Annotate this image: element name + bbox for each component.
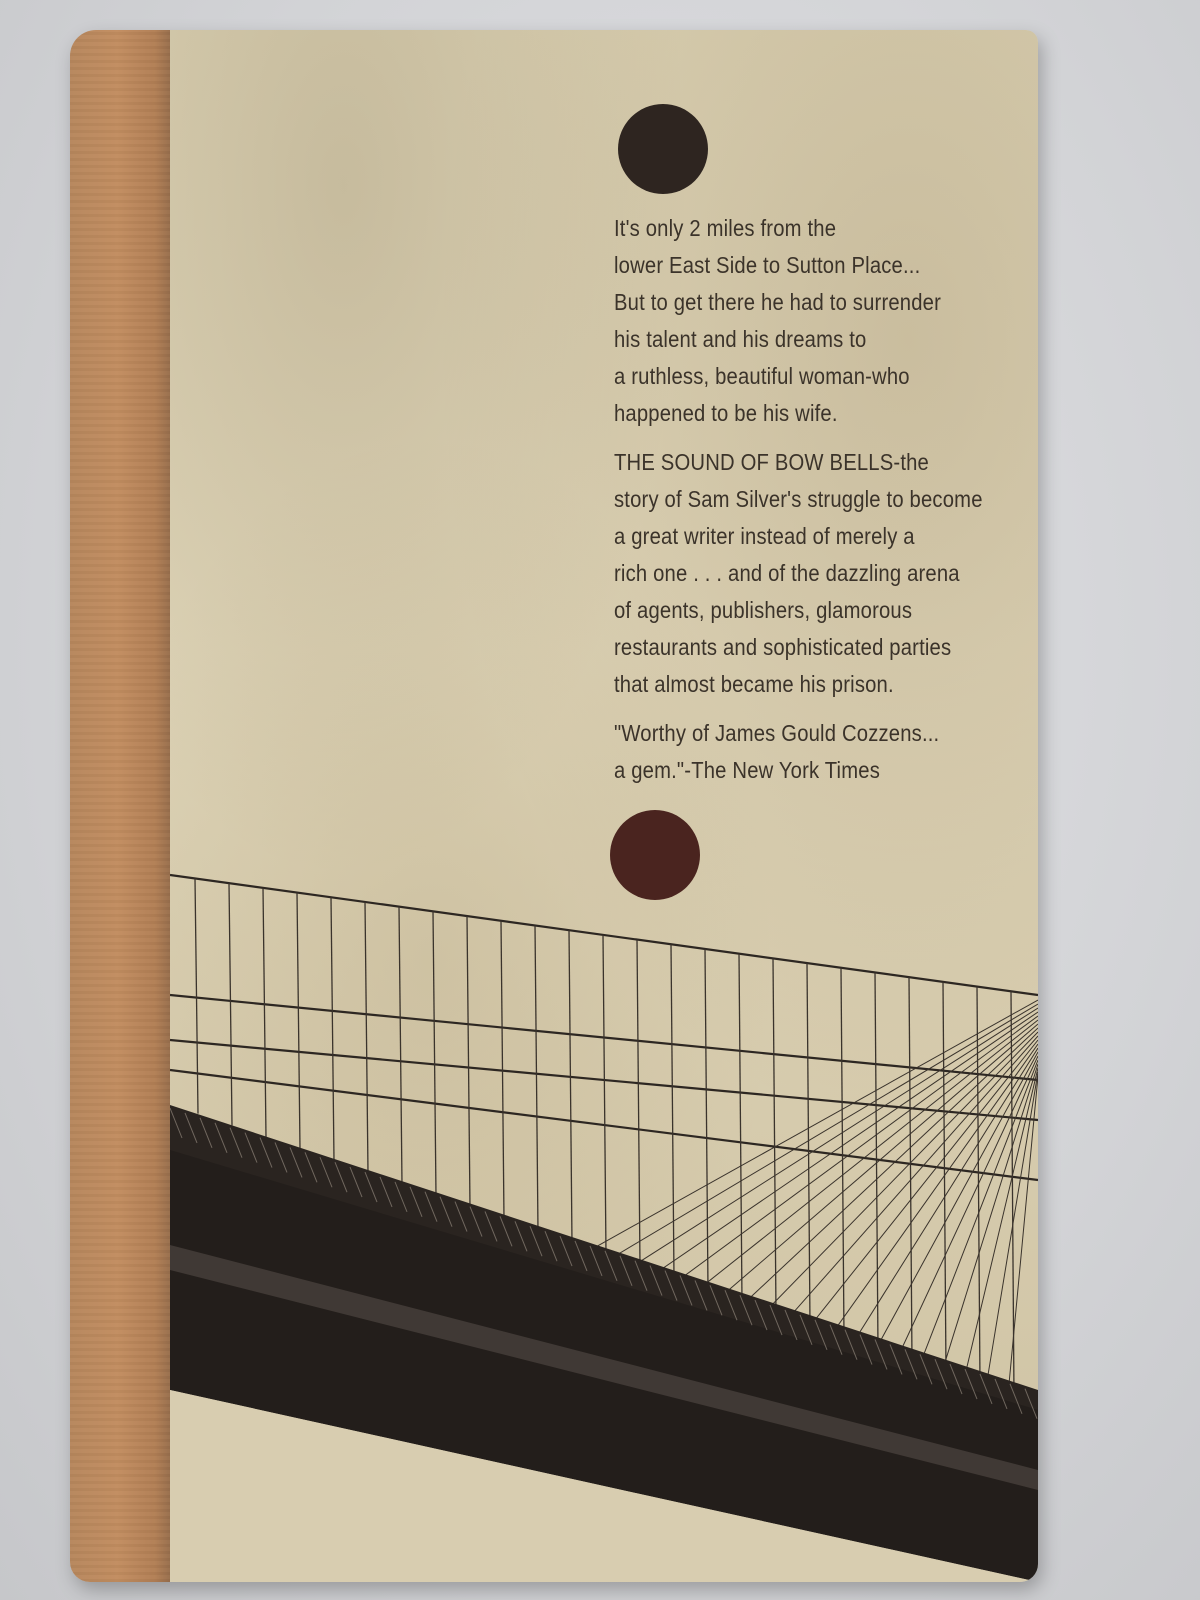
review-quote: "Worthy of James Gould Cozzens... a gem."-The New York Times bbox=[614, 720, 940, 783]
stay-cable bbox=[700, 1020, 1038, 1288]
stay-cable bbox=[810, 1040, 1038, 1326]
suspender-line bbox=[263, 888, 266, 1137]
stay-cable bbox=[612, 1004, 1038, 1258]
blurb-paragraph-1: It's only 2 miles from the lower East Side to Sutton Place... But to get there he had to surrender his talent and his dreams to a ruthless, beautiful woman-who happened to be his wife. bbox=[614, 215, 942, 426]
stay-cable bbox=[744, 1028, 1038, 1303]
stay-cable bbox=[942, 1064, 1038, 1372]
suspension-bridge-illustration bbox=[170, 850, 1038, 1582]
suspender-line bbox=[331, 897, 334, 1160]
suspender-line bbox=[365, 902, 368, 1172]
stay-cable bbox=[678, 1016, 1038, 1281]
suspender-line bbox=[841, 968, 844, 1337]
suspender-line bbox=[739, 954, 742, 1302]
stay-cable bbox=[898, 1056, 1038, 1357]
suspender-line bbox=[569, 930, 572, 1243]
suspender-line bbox=[909, 977, 912, 1360]
back-cover-copy bbox=[614, 210, 1010, 801]
blurb-paragraph-2: THE SOUND OF BOW BELLS-the story of Sam Silver's struggle to become a great writer instead of merely a rich one . . . and of the dazzling arena of agents, publishers, glamorous restaurants and sophisticated parties that almost became his prison. bbox=[614, 449, 983, 697]
book-spine bbox=[70, 30, 176, 1582]
suspender-line bbox=[637, 940, 640, 1267]
suspender-line bbox=[399, 907, 402, 1184]
top-circle-ornament bbox=[618, 104, 708, 194]
suspender-line bbox=[467, 916, 470, 1208]
stay-cable bbox=[656, 1012, 1038, 1273]
stay-cable bbox=[832, 1044, 1038, 1334]
suspender-line bbox=[671, 944, 674, 1278]
suspender-line bbox=[773, 958, 776, 1313]
suspender-line bbox=[807, 963, 810, 1325]
suspender-line bbox=[535, 925, 538, 1231]
suspender-line bbox=[229, 883, 232, 1125]
suspender-line bbox=[297, 893, 300, 1149]
suspender-line bbox=[603, 935, 606, 1255]
paperback-book-back-cover bbox=[70, 30, 1038, 1582]
stay-cable bbox=[766, 1032, 1038, 1311]
suspender-line bbox=[195, 878, 198, 1113]
suspender-line bbox=[433, 911, 436, 1196]
